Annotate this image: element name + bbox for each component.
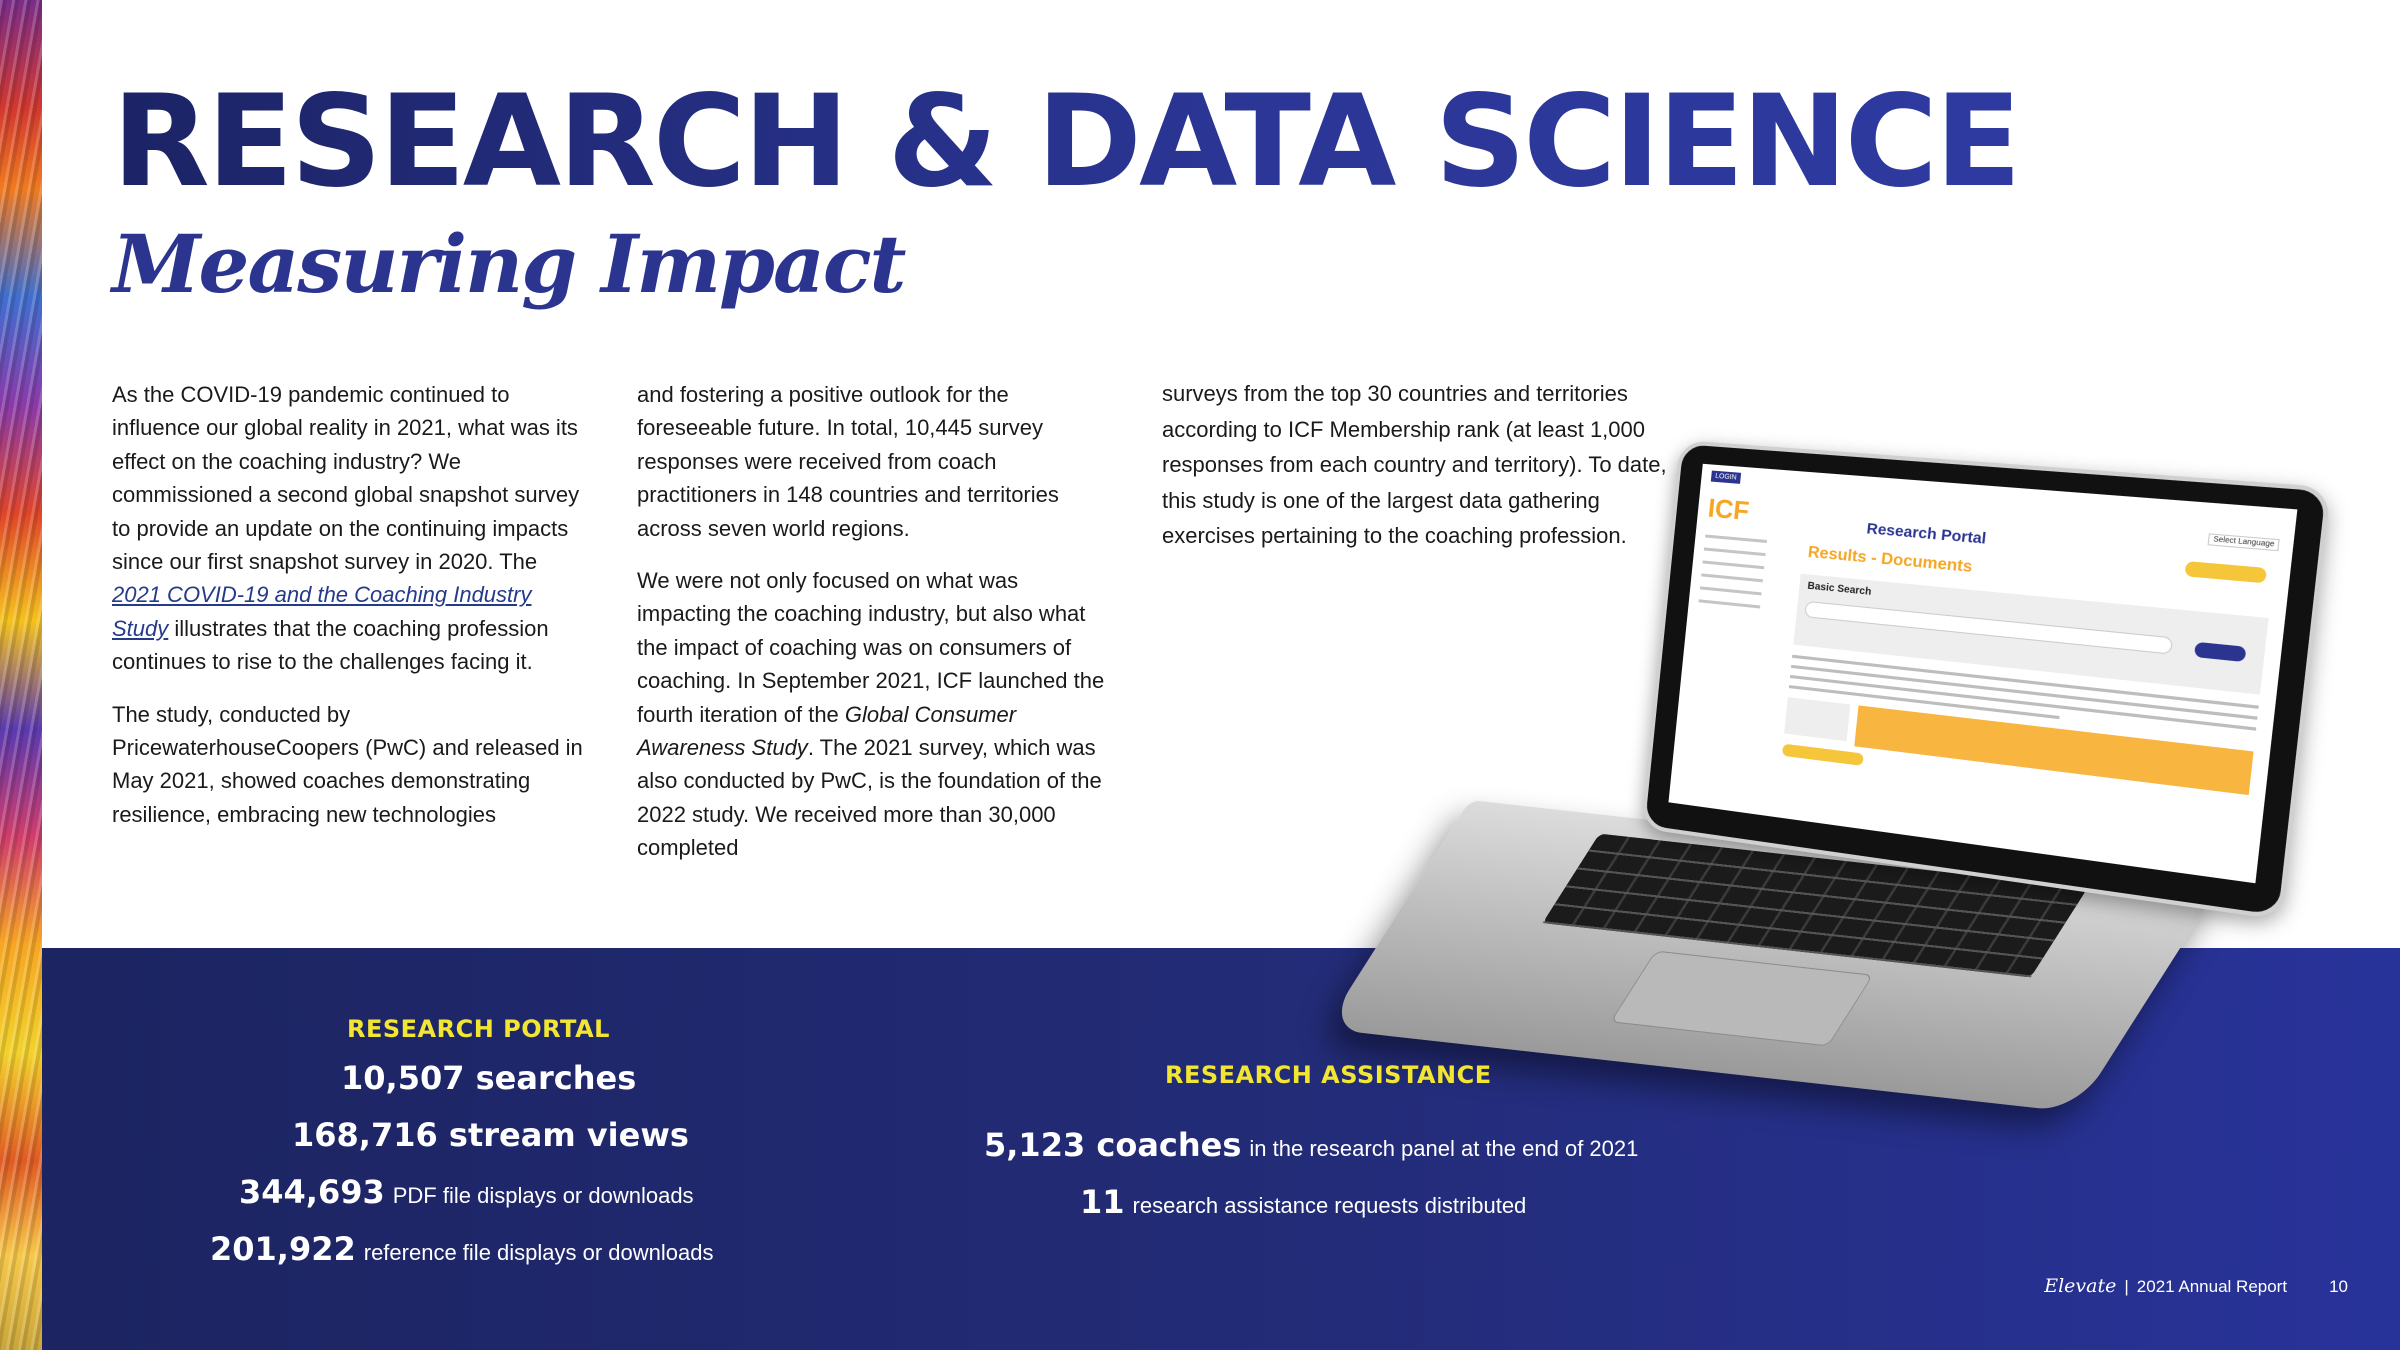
- text: We were not only focused on what was impacting the coaching industry, but also what the impact of coaching was on consumers of coaching. In September 2021, ICF launched the fourth iteration of the: [637, 568, 1105, 727]
- laptop-trackpad: [1610, 951, 1873, 1047]
- paragraph: and fostering a positive outlook for the foreseeable future. In total, 10,445 survey responses were received from coach practitioners in 148 countries and territories across seven world regions.: [637, 382, 1059, 541]
- body-column-1: [112, 378, 592, 850]
- page-subtitle: Measuring Impact: [112, 217, 905, 311]
- stat-value: 344,693: [239, 1173, 385, 1211]
- screen-submit-pill: [1782, 744, 1864, 766]
- stat-desc: research assistance requests distributed: [1132, 1193, 1527, 1218]
- paragraph: [637, 564, 1117, 865]
- screen-portal-title: Research Portal: [1865, 519, 1988, 548]
- laptop-screen: [1668, 464, 2297, 883]
- study-title-italic: Global Consumer Awareness Study: [637, 701, 1017, 761]
- screen-basic-search-label: Basic Search: [1806, 580, 1872, 598]
- stat-stream-views: [292, 1116, 689, 1154]
- screen-language-select: Select Language: [2208, 533, 2280, 551]
- screen-search-input: [1804, 601, 2173, 655]
- paragraph: surveys from the top 30 countries and territories according to ICF Membership rank (at least 1,000 responses from each country and territory). To date, this study is one of the largest data gathering exercises pertaining to the coaching profession.: [1162, 381, 1667, 548]
- stat-searches: [341, 1059, 636, 1097]
- stat-coaches: [984, 1126, 1638, 1164]
- footer-separator: |: [2124, 1277, 2129, 1296]
- paragraph: The study, conducted by PricewaterhouseCoopers (PwC) and released in May 2021, showed coaches demonstrating resilience, embracing new technologies: [112, 701, 583, 827]
- stat-value: 168,716 stream views: [292, 1116, 689, 1154]
- screen-icf-logo: [1707, 493, 1751, 528]
- footer-report-name: 2021 Annual Report: [2136, 1277, 2288, 1296]
- screen-search-button: [2194, 642, 2246, 662]
- screen-cta-pill: [2184, 561, 2267, 583]
- stat-pdf-downloads: [239, 1173, 694, 1211]
- page-footer: [2044, 1275, 2348, 1297]
- laptop-image: [1470, 440, 2300, 1060]
- stat-value: 10,507 searches: [341, 1059, 637, 1097]
- page-number: 10: [2329, 1277, 2348, 1296]
- screen-results-title: Results - Documents: [1807, 543, 1974, 577]
- stat-requests: [1080, 1183, 1526, 1221]
- covid-study-link[interactable]: 2021 COVID-19 and the Coaching Industry Study: [112, 582, 532, 641]
- research-assistance-heading: RESEARCH ASSISTANCE: [1165, 1061, 1492, 1089]
- text: . The 2021 survey, which was also conducted by PwC, is the foundation of the 2022 study. We received more than 30,000 completed: [637, 735, 1102, 861]
- footer-brand: Elevate: [2044, 1275, 2117, 1297]
- stat-reference-downloads: [210, 1230, 714, 1268]
- decorative-paint-stripe: [0, 0, 42, 1350]
- stat-value: 201,922: [210, 1230, 356, 1268]
- text: illustrates that the coaching profession continues to rise to the challenges facing it.: [112, 615, 549, 675]
- research-portal-heading: RESEARCH PORTAL: [347, 1015, 610, 1043]
- text: As the COVID-19 pandemic continued to influence our global reality in 2021, what was its effect on the coaching industry? We commissioned a second global snapshot survey to provide an update on the continuing impacts since our first snapshot survey in 2020. The: [112, 382, 580, 575]
- stat-desc: reference file displays or downloads: [363, 1240, 714, 1265]
- paragraph: [112, 378, 592, 679]
- page-title: RESEARCH & DATA SCIENCE: [112, 67, 2019, 215]
- stat-value: 5,123 coaches: [984, 1126, 1242, 1164]
- stat-desc: in the research panel at the end of 2021: [1249, 1136, 1639, 1161]
- logo-text: ICF: [1706, 492, 1751, 527]
- screen-sidebar-nav: [1697, 534, 1793, 621]
- stat-desc: PDF file displays or downloads: [392, 1183, 694, 1208]
- stat-value: 11: [1080, 1183, 1125, 1221]
- screen-login-button: LOGIN: [1711, 471, 1741, 484]
- body-column-2: [637, 378, 1117, 884]
- screen-side-panel: [1784, 697, 1850, 741]
